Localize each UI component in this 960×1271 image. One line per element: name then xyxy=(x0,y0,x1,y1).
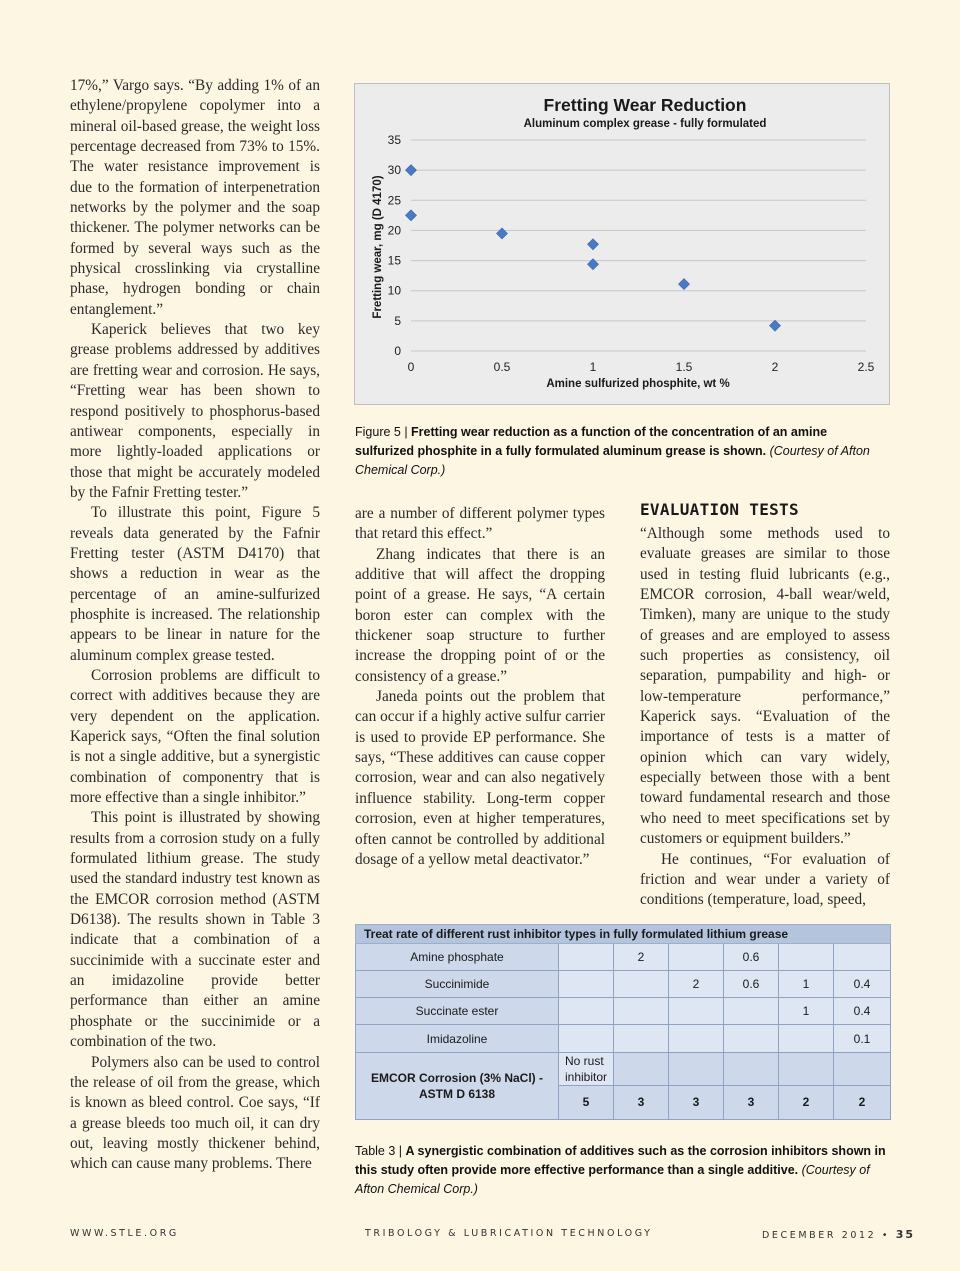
emcor-label: EMCOR Corrosion (3% NaCl) - ASTM D 6138 xyxy=(356,1052,559,1119)
table-title: Treat rate of different rust inhibitor types in fully formulated lithium grease xyxy=(356,925,891,944)
x-tick-label: 1.5 xyxy=(675,360,693,374)
article-column-right xyxy=(640,524,890,911)
table-cell xyxy=(779,1025,834,1052)
table-cell xyxy=(834,944,891,971)
data-points xyxy=(406,165,781,332)
y-tick-label: 15 xyxy=(387,253,401,268)
table-cell xyxy=(724,998,779,1025)
y-tick-label: 5 xyxy=(394,313,401,328)
table-cell xyxy=(779,944,834,971)
table-caption-lead: Table 3 | xyxy=(355,1143,406,1158)
table-cell xyxy=(669,998,724,1025)
table-cell xyxy=(669,1052,724,1085)
x-axis-label: Amine sulfurized phosphite, wt % xyxy=(546,378,730,390)
footer-date-page xyxy=(762,1228,915,1241)
chart-subtitle: Aluminum complex grease - fully formulated xyxy=(523,118,767,130)
row-label: Imidazoline xyxy=(356,1025,559,1052)
paragraph: He continues, “For evaluation of friction and wear under a variety of conditions (temperature, load, speed, xyxy=(640,850,890,909)
table-cell xyxy=(559,944,614,971)
data-point xyxy=(588,239,599,250)
table-cell xyxy=(614,971,669,998)
y-axis-label: Fretting wear, mg (D 4170) xyxy=(372,175,384,319)
x-tick-label: 2 xyxy=(771,360,779,374)
table-cell xyxy=(614,1025,669,1052)
table-row-amine-phosphate xyxy=(356,944,891,971)
paragraph: Janeda points out the problem that can occur if a highly active sulfur carrier is used to provide EP performance. She says, “These additives can cause copper corrosion, wear and can also negatively influence stability. Long-term copper corrosion, even at higher temperatures, often cannot be controlled by additional dosage of a yellow metal deactivator.” xyxy=(355,688,605,868)
section-heading: EVALUATION TESTS xyxy=(640,500,799,519)
chart-title: Fretting Wear Reduction xyxy=(543,95,747,115)
table-cell: 1 xyxy=(779,971,834,998)
table-cell xyxy=(669,1025,724,1052)
x-tick-labels xyxy=(408,360,875,374)
y-tick-label: 20 xyxy=(387,223,401,238)
table-cell: 0.1 xyxy=(834,1025,891,1052)
scatter-chart xyxy=(355,84,889,404)
y-tick-labels xyxy=(388,133,402,358)
table-cell xyxy=(614,998,669,1025)
y-tick-label: 0 xyxy=(394,344,401,358)
result-cell: 3 xyxy=(724,1085,779,1119)
article-column-left xyxy=(70,76,320,1175)
table-cell xyxy=(669,944,724,971)
table-cell xyxy=(614,1052,669,1085)
table-cell xyxy=(724,1025,779,1052)
table-3-caption xyxy=(355,1141,891,1198)
result-cell: 5 xyxy=(559,1085,614,1119)
figure-caption-text: Fretting wear reduction as a function of the concentration of an amine sulfurized phosphite in a fully formulated aluminum grease is shown. xyxy=(355,424,828,458)
table-row-imidazoline xyxy=(356,1025,891,1052)
table-cell: 1 xyxy=(779,998,834,1025)
figure-5-chart xyxy=(354,83,890,405)
page-number: 35 xyxy=(895,1228,916,1241)
x-tick-label: 0.5 xyxy=(493,360,511,374)
table-cell xyxy=(779,1052,834,1085)
footer-website: WWW.STLE.ORG xyxy=(70,1228,179,1239)
y-tick-label: 35 xyxy=(387,133,401,147)
data-point xyxy=(406,210,417,221)
table-cell xyxy=(559,1025,614,1052)
data-point xyxy=(679,279,690,290)
y-tick-label: 25 xyxy=(387,193,401,208)
y-tick-label: 30 xyxy=(387,163,401,178)
article-column-middle xyxy=(355,504,605,870)
table-3 xyxy=(355,924,891,1120)
table-row-no-rust xyxy=(356,1052,891,1085)
paragraph: To illustrate this point, Figure 5 reveals data generated by the Fafnir Fretting tester (ASTM D4170) that shows a reduction in wear as the percentage of an amine-sulfurized phosphite is increased. The relationship appears to be linear in nature for the aluminum complex grease tested. xyxy=(70,504,320,664)
figure-caption-credit: (Courtesy of Afton Chemical Corp.) xyxy=(355,443,870,477)
result-cell: 2 xyxy=(779,1085,834,1119)
table-cell: 2 xyxy=(669,971,724,998)
x-tick-label: 2.5 xyxy=(857,360,875,374)
table-cell: 2 xyxy=(614,944,669,971)
footer-publication: TRIBOLOGY & LUBRICATION TECHNOLOGY xyxy=(365,1228,653,1239)
paragraph: Polymers also can be used to control the release of oil from the grease, which is known as bleed control. Coe says, “If a grease bleeds too much oil, it can dry out, leaving mostly thickener behind, which can cause many problems. There xyxy=(70,1053,320,1173)
row-label: Succinimide xyxy=(356,971,559,998)
row-label: Succinate ester xyxy=(356,998,559,1025)
table-caption-text: A synergistic combination of additives such as the corrosion inhibitors shown in this study often provide more effective performance than a single additive. xyxy=(355,1143,886,1177)
paragraph: This point is illustrated by showing results from a corrosion study on a fully formulated lithium grease. The study used the standard industry test known as the EMCOR corrosion method (ASTM D6138). The results shown in Table 3 indicate that a combination of a succinimide with a succinate ester and an imidazoline provide better performance than either an amine phosphate or the succinimide or a combination of the two. xyxy=(70,809,320,1051)
table-cell xyxy=(559,971,614,998)
chart-gridlines xyxy=(411,140,866,351)
paragraph: Corrosion problems are difficult to correct with additives because they are very dependent on the application. Kaperick says, “Often the final solution is not a single additive, but a synergistic combination of componentry that is more effective than a single inhibitor.” xyxy=(70,666,320,807)
paragraph: Kaperick believes that two key grease problems addressed by additives are fretting wear and corrosion. He says, “Fretting wear has been shown to respond positively to phosphorus-based antiwear components, especially in more lightly-loaded applications or those that might be accurately modeled by the Fafnir Fretting tester.” xyxy=(70,321,320,501)
table-cell: 0.4 xyxy=(834,998,891,1025)
no-rust-label: No rust inhibitor xyxy=(559,1052,614,1085)
data-point xyxy=(770,320,781,331)
table-cell xyxy=(724,1052,779,1085)
figure-caption-lead: Figure 5 | xyxy=(355,424,412,439)
result-cell: 3 xyxy=(614,1085,669,1119)
result-cell: 3 xyxy=(669,1085,724,1119)
footer-date: DECEMBER 2012 xyxy=(762,1230,877,1241)
table-row-succinimide xyxy=(356,971,891,998)
table-cell: 0.6 xyxy=(724,971,779,998)
data-point xyxy=(497,228,508,239)
footer-separator: • xyxy=(881,1230,891,1241)
figure-5-caption xyxy=(355,422,881,479)
x-tick-label: 0 xyxy=(407,360,415,374)
paragraph: Zhang indicates that there is an additive that will affect the dropping point of a grease. He says, “A certain boron ester can complex with the thickener soap structure to further increase the dropping point of or the consistency of a grease.” xyxy=(355,545,605,685)
paragraph: 17%,” Vargo says. “By adding 1% of an ethylene/propylene copolymer into a mineral oil-based grease, the weight loss percentage decreased from 73% to 15%. The water resistance improvement is due to the formation of interpenetration networks by the polymer and the soap thickener. The polymer networks can be formed by several ways such as the physical crosslinking via crystalline phase, hydrogen bonding or chain entanglement.” xyxy=(70,77,320,318)
table-cell xyxy=(834,1052,891,1085)
table-caption-credit: (Courtesy of Afton Chemical Corp.) xyxy=(355,1162,870,1196)
data-point xyxy=(406,165,417,176)
result-cell: 2 xyxy=(834,1085,891,1119)
y-tick-label: 10 xyxy=(387,283,401,298)
table-cell: 0.6 xyxy=(724,944,779,971)
table-cell xyxy=(559,998,614,1025)
table-cell: 0.4 xyxy=(834,971,891,998)
x-tick-label: 1 xyxy=(589,360,597,374)
table-row-succinate-ester xyxy=(356,998,891,1025)
row-label: Amine phosphate xyxy=(356,944,559,971)
paragraph: “Although some methods used to evaluate greases are similar to those used in testing fluid lubricants (e.g., EMCOR corrosion, 4-ball wear/weld, Timken), many are unique to the study of greases and are employed to assess such properties as consistency, oil separation, pumpability and high- or low-temperature performance,” Kaperick says. “Evaluation of the importance of tests is a matter of opinion which can vary widely, especially between those with a bent toward fundamental research and those who need to meet specifications set by customers or equipment builders.” xyxy=(640,525,890,848)
paragraph: are a number of different polymer types that retard this effect.” xyxy=(355,505,605,543)
